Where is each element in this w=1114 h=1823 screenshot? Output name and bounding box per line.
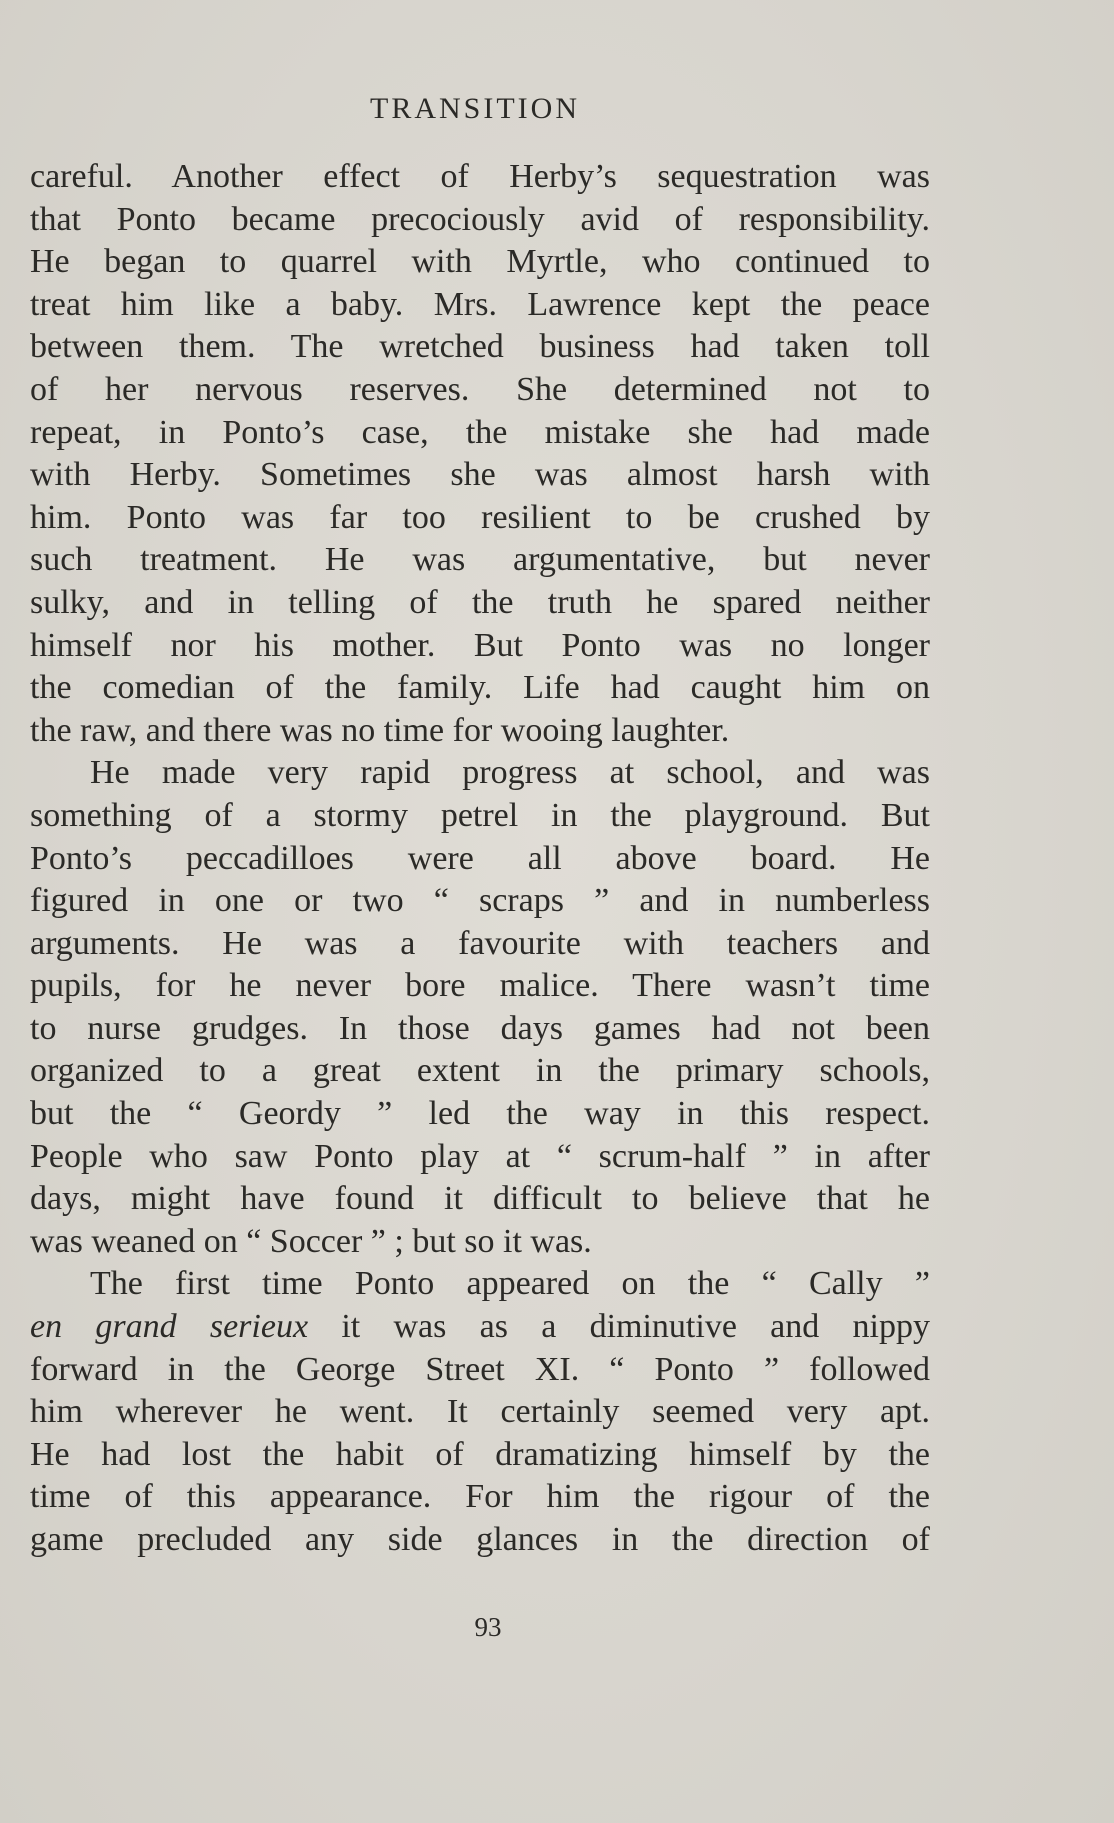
page-number: 93 bbox=[474, 1612, 502, 1642]
text-line: sulky, and in telling of the truth he spared neither bbox=[30, 583, 930, 621]
text-line: something of a stormy petrel in the playground. But bbox=[30, 796, 930, 834]
text-line: time of this appearance. For him the rigour of the bbox=[30, 1478, 930, 1516]
text-line: such treatment. He was argumentative, but never bbox=[30, 541, 930, 579]
text-line: but the “ Geordy ” led the way in this respect. bbox=[30, 1095, 930, 1133]
text-line: him. Ponto was far too resilient to be crushed by bbox=[30, 498, 930, 536]
text-line: the raw, and there was no time for wooing laughter. bbox=[30, 711, 730, 749]
text-line: that Ponto became precociously avid of responsibility. bbox=[30, 200, 930, 238]
text-line: He had lost the habit of dramatizing himself by the bbox=[30, 1435, 930, 1473]
text-line: careful. Another effect of Herby’s sequestration was bbox=[30, 158, 930, 195]
text-line: to nurse grudges. In those days games had not been bbox=[30, 1009, 930, 1047]
text-line: with Herby. Sometimes she was almost harsh with bbox=[30, 456, 930, 494]
text-line: The first time Ponto appeared on the “ Cally ” bbox=[90, 1265, 930, 1303]
text-line: figured in one or two “ scraps ” and in numberless bbox=[30, 882, 930, 920]
text-line: organized to a great extent in the primary schools, bbox=[30, 1052, 930, 1090]
italic-phrase: en grand serieux bbox=[30, 1308, 309, 1346]
text-line: treat him like a baby. Mrs. Lawrence kept the peace bbox=[30, 285, 930, 323]
text-line: He began to quarrel with Myrtle, who continued to bbox=[30, 243, 930, 281]
text-line: himself nor his mother. But Ponto was no longer bbox=[30, 626, 930, 664]
text-line: between them. The wretched business had taken toll bbox=[30, 328, 930, 366]
text-line: him wherever he went. It certainly seemed very apt. bbox=[30, 1393, 930, 1431]
text-line: repeat, in Ponto’s case, the mistake she had made bbox=[30, 413, 930, 451]
text-line bbox=[30, 1306, 930, 1349]
text-line: game precluded any side glances in the direction of bbox=[30, 1521, 930, 1558]
text-line: was weaned on “ Soccer ” ; but so it was. bbox=[30, 1222, 592, 1260]
running-head: TRANSITION bbox=[370, 92, 580, 125]
text-line: arguments. He was a favourite with teachers and bbox=[30, 924, 930, 962]
line-text: it was as a diminutive and nippy bbox=[308, 1308, 930, 1346]
text-line: People who saw Ponto play at “ scrum-half ” in after bbox=[30, 1137, 930, 1175]
text-line: the comedian of the family. Life had caught him on bbox=[30, 669, 930, 707]
text-line: forward in the George Street XI. “ Ponto ” followed bbox=[30, 1350, 930, 1388]
text-line: pupils, for he never bore malice. There wasn’t time bbox=[30, 967, 930, 1005]
text-line: of her nervous reserves. She determined not to bbox=[30, 370, 930, 408]
body-text bbox=[30, 156, 930, 1562]
text-line: Ponto’s peccadilloes were all above board. He bbox=[30, 839, 930, 877]
text-line: days, might have found it difficult to believe that he bbox=[30, 1180, 930, 1218]
text-line: He made very rapid progress at school, and was bbox=[90, 754, 930, 792]
